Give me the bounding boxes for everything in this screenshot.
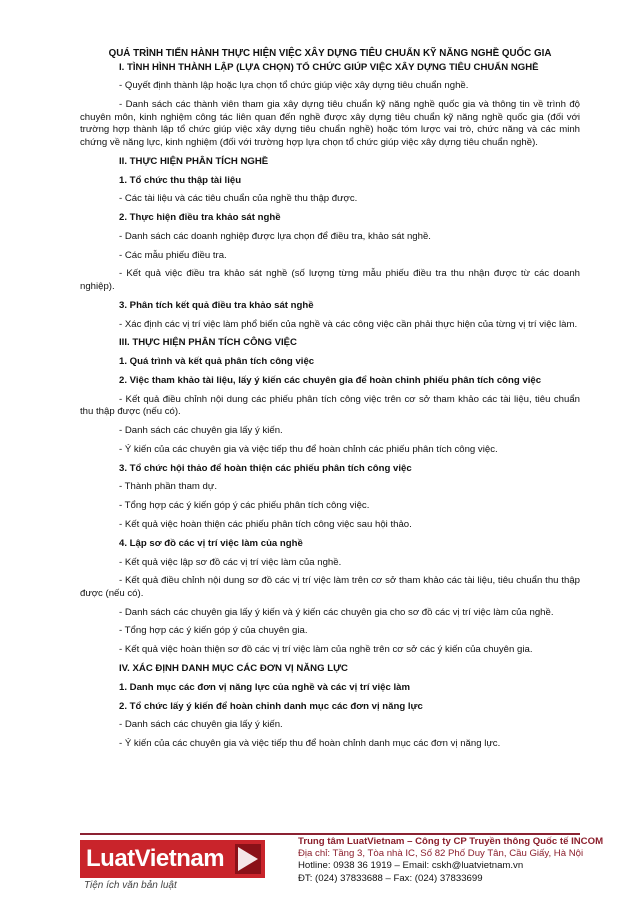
company-address: Địa chỉ: Tầng 3, Tòa nhà IC, Số 82 Phố Duy Tân, Cầu Giấy, Hà Nội xyxy=(298,848,584,860)
paragraph: - Danh sách các doanh nghiệp được lựa chọn để điều tra, khảo sát nghề. xyxy=(119,230,431,242)
paragraph: - Tổng hợp các ý kiến góp ý các phiếu phân tích công việc. xyxy=(119,500,370,512)
paragraph: - Danh sách các thành viên tham gia xây dựng tiêu chuẩn kỹ năng nghề quốc gia và thông tin về trình độ chuyên môn, kinh nghiệm công tác liên quan đến nghề được xây dựng tiêu chuẩn kỹ năng nghề quốc gia (đối với trường hợp thành lập tổ chức giúp việc xây dựng tiêu chuẩn nghề) hoặc tóm lược vai trò, chức năng và các minh chứng về năng lực, kinh nghiệm (đối với trường hợp lựa chọn tổ chức giúp việc xây dựng tiêu chuẩn nghề). xyxy=(80,99,580,148)
paragraph: - Các tài liệu và các tiêu chuẩn của nghề thu thập được. xyxy=(119,193,358,205)
paragraph: - Ý kiến của các chuyên gia và việc tiếp thu để hoàn chỉnh các phiếu phân tích công việc. xyxy=(119,443,498,455)
logo-tagline: Tiện ích văn bản luật xyxy=(84,880,177,891)
paragraph: - Quyết định thành lập hoặc lựa chọn tổ chức giúp việc xây dựng tiêu chuẩn nghề. xyxy=(119,80,469,92)
section-heading: III. THỰC HIỆN PHÂN TÍCH CÔNG VIỆC xyxy=(119,337,297,349)
section-heading: IV. XÁC ĐỊNH DANH MỤC CÁC ĐƠN VỊ NĂNG LỰC xyxy=(119,663,348,675)
section-heading: 3. Tổ chức hội thảo để hoàn thiện các phiếu phân tích công việc xyxy=(119,462,412,474)
logo-text: LuatVietnam xyxy=(86,845,225,872)
paragraph: - Kết quả việc hoàn thiện các phiếu phân tích công việc sau hội thảo. xyxy=(119,518,412,530)
section-heading: 1. Tổ chức thu thập tài liệu xyxy=(119,174,242,186)
paragraph: - Thành phần tham dự. xyxy=(119,481,217,493)
paragraph: - Tổng hợp các ý kiến góp ý của chuyên gia. xyxy=(119,625,308,637)
section-heading: 2. Thực hiện điều tra khảo sát nghề xyxy=(119,212,281,224)
paragraph: - Kết quả việc hoàn thiện sơ đồ các vị trí việc làm của nghề trên cơ sở các ý kiến của chuyên gia. xyxy=(119,644,533,656)
paragraph: - Ý kiến của các chuyên gia và việc tiếp thu để hoàn chỉnh danh mục các đơn vị năng lực. xyxy=(119,738,501,750)
phone-fax: ĐT: (024) 37833688 – Fax: (024) 37833699 xyxy=(298,872,483,884)
paragraph: - Các mẫu phiếu điều tra. xyxy=(119,249,227,261)
paragraph: - Xác định các vị trí việc làm phổ biến của nghề và các công việc cần phải thực hiện của từng vị trí việc làm. xyxy=(119,318,578,330)
section-heading: 2. Việc tham khảo tài liệu, lấy ý kiến các chuyên gia để hoàn chỉnh phiếu phân tích công việc xyxy=(119,374,542,386)
section-heading: 3. Phân tích kết quả điều tra khảo sát nghề xyxy=(119,299,314,311)
paragraph: - Kết quả việc điều tra khảo sát nghề (số lượng từng mẫu phiếu điều tra thu nhận được từ các doanh nghiệp). xyxy=(80,268,580,292)
paragraph-list xyxy=(80,62,580,751)
footer-banner xyxy=(80,833,604,899)
logo-arrow-icon xyxy=(235,844,261,874)
section-heading: II. THỰC HIỆN PHÂN TÍCH NGHỀ xyxy=(119,155,269,167)
paragraph: - Danh sách các chuyên gia lấy ý kiến. xyxy=(119,719,283,731)
paragraph: - Danh sách các chuyên gia lấy ý kiến. xyxy=(119,425,283,437)
section-heading: 1. Danh mục các đơn vị năng lực của nghề và các vị trí việc làm xyxy=(119,681,411,693)
paragraph: - Kết quả điều chỉnh nội dung sơ đồ các vị trí việc làm trên cơ sở tham khảo các tài liệu, tiêu chuẩn thu thập được (nếu có). xyxy=(80,575,580,599)
section-heading: 2. Tổ chức lấy ý kiến để hoàn chỉnh danh mục các đơn vị năng lực xyxy=(119,700,423,712)
luatvietnam-logo[interactable] xyxy=(80,840,265,892)
paragraph: - Danh sách các chuyên gia lấy ý kiến và ý kiến các chuyên gia cho sơ đồ các vị trí việc làm của nghề. xyxy=(119,606,554,618)
section-heading: 4. Lập sơ đồ các vị trí việc làm của nghề xyxy=(119,537,303,549)
document-body xyxy=(80,48,580,757)
section-heading: 1. Quá trình và kết quả phân tích công việc xyxy=(119,356,315,368)
hotline-email[interactable]: Hotline: 0938 36 1919 – Email: cskh@luatvietnam.vn xyxy=(298,860,524,872)
paragraph: - Kết quả điều chỉnh nội dung các phiếu phân tích công việc trên cơ sở tham khảo các tài liệu, tiêu chuẩn thu thập được (nếu có). xyxy=(80,393,580,418)
contact-info xyxy=(298,836,603,885)
document-title: QUÁ TRÌNH TIẾN HÀNH THỰC HIỆN VIỆC XÂY DỰNG TIÊU CHUẨN KỸ NĂNG NGHỀ QUỐC GIA xyxy=(108,48,552,59)
company-name: Trung tâm LuatVietnam – Công ty CP Truyền thông Quốc tế INCOM xyxy=(298,836,604,847)
logo-background xyxy=(80,840,265,878)
section-heading: I. TÌNH HÌNH THÀNH LẬP (LỰA CHỌN) TỔ CHỨC GIÚP VIỆC XÂY DỰNG TIÊU CHUẨN NGHỀ xyxy=(119,61,539,73)
paragraph: - Kết quả việc lập sơ đồ các vị trí việc làm của nghề. xyxy=(119,556,342,568)
